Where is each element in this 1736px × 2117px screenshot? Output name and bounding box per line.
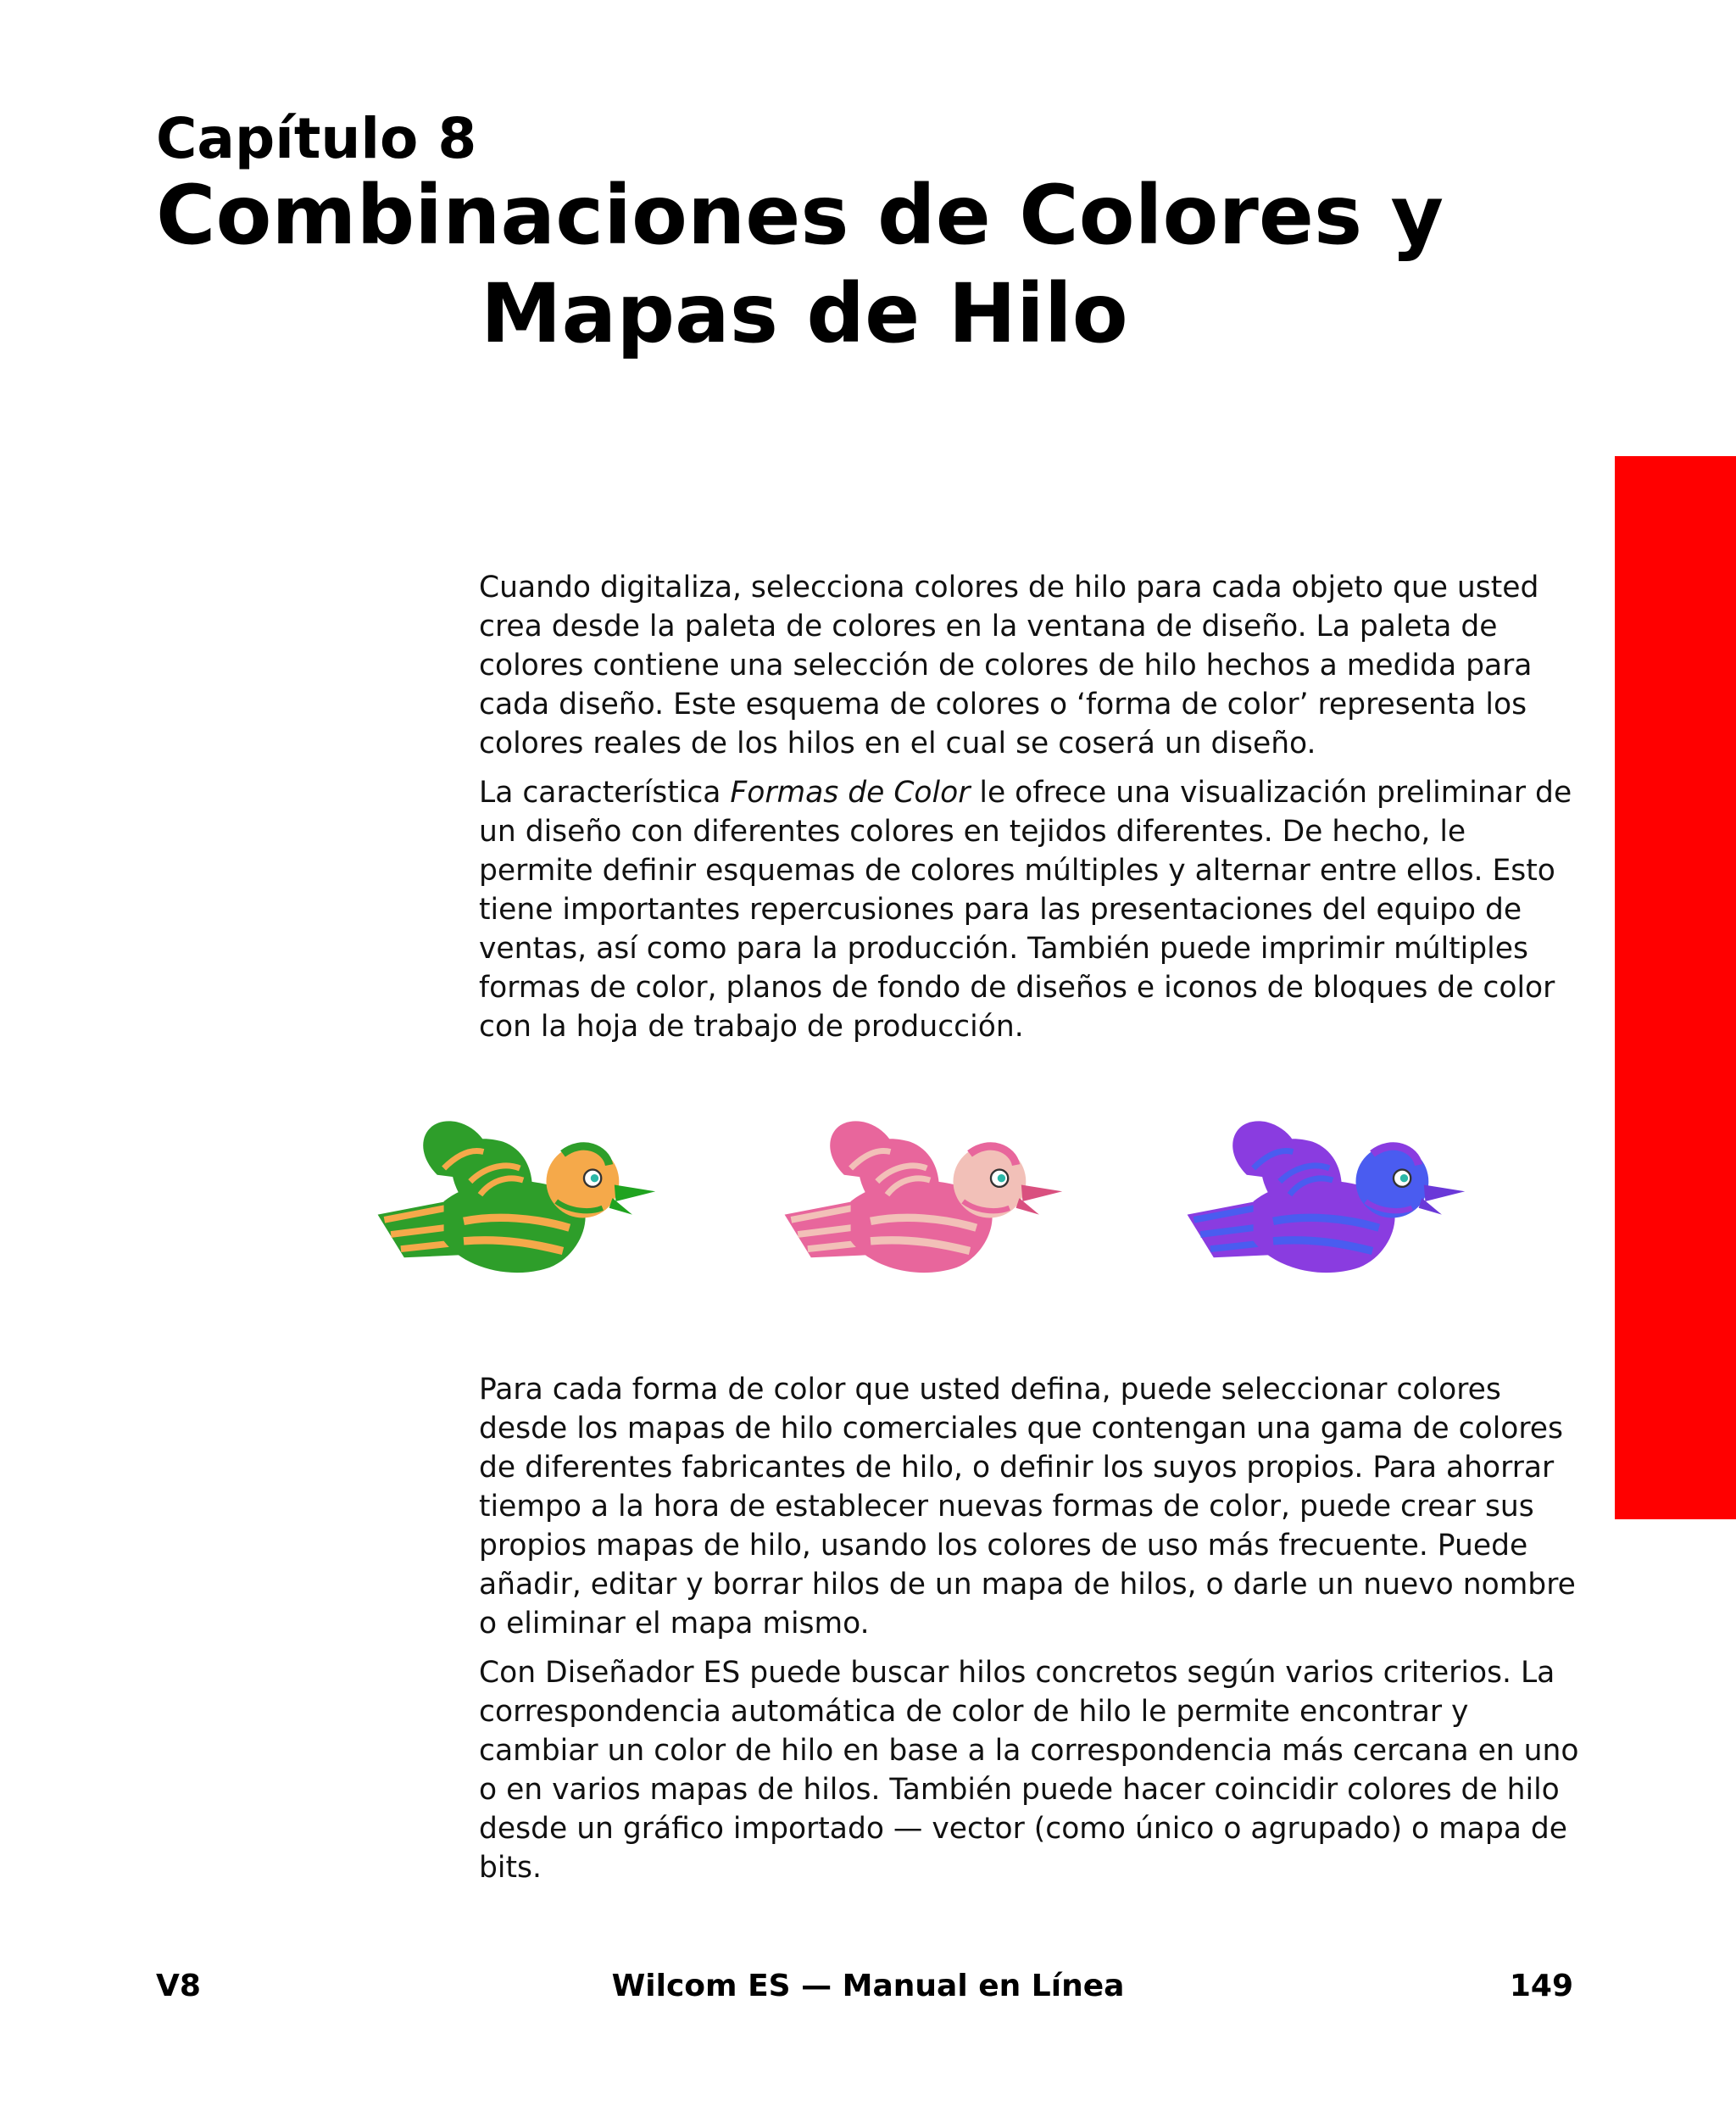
bird-purple-blue-colorway xyxy=(1188,1121,1466,1273)
chapter-label: Capítulo 8 xyxy=(156,106,477,171)
bird-green-orange-colorway xyxy=(378,1121,656,1273)
thread-chart-text xyxy=(479,1370,1581,1897)
paragraph-2-start: La característica xyxy=(479,776,731,810)
colorway-birds-illustration xyxy=(364,1085,1594,1365)
paragraph-4: Con Diseñador ES puede buscar hilos concretos según varios criterios. La correspondencia automática de color de hilo le permite encontrar y cambiar un color de hilo en base a la correspondencia más cercana en uno o en varios mapas de hilos. También puede hacer coincidir colores de hilo desde un gráfico importado — vector (como único o agrupado) o mapa de bits. xyxy=(479,1656,1579,1885)
paragraph-1: Cuando digitaliza, selecciona colores de hilo para cada objeto que usted crea desde la paleta de colores en la ventana de diseño. La paleta de colores contiene una selección de colores de hilo hechos a medida para cada diseño. Este esquema de colores o ‘forma de color’ representa los colores reales de los hilos en el cual se coserá un diseño. xyxy=(479,571,1539,760)
paragraph-3: Para cada forma de color que usted defina, puede seleccionar colores desde los mapas de hilo comerciales que contengan una gama de colores de diferentes fabricantes de hilo, o definir los suyos propios. Para ahorrar tiempo a la hora de establecer nuevas formas de color, puede crear sus propios mapas de hilo, usando los colores de uso más frecuente. Puede añadir, editar y borrar hilos de un mapa de hilos, o darle un nuevo nombre o eliminar el mapa mismo. xyxy=(479,1373,1576,1641)
chapter-tab-marker xyxy=(1615,456,1736,1519)
footer-page-number: 149 xyxy=(1509,1969,1573,2003)
footer-manual-title: Wilcom ES — Manual en Línea xyxy=(611,1969,1125,2003)
chapter-title-line2: Mapas de Hilo xyxy=(481,266,1128,361)
paragraph-2-end: le ofrece una visualización preliminar de un diseño con diferentes colores en tejidos diferentes. De hecho, le permite definir esquemas de colores múltiples y alternar entre ellos. Esto tiene importantes repercusiones para las presentaciones del equipo de ventas, así como para la producción. También puede imprimir múltiples formas de color, planos de fondo de diseños e iconos de bloques de color con la hoja de trabajo de producción. xyxy=(479,776,1572,1044)
chapter-title-line1: Combinaciones de Colores y xyxy=(156,168,1444,263)
feature-name: Formas de Color xyxy=(730,776,971,810)
footer-version: V8 xyxy=(156,1969,201,2003)
chapter-title xyxy=(156,166,1512,363)
paragraph-2 xyxy=(479,773,1581,1046)
bird-pink-colorway xyxy=(785,1121,1063,1273)
intro-text xyxy=(479,568,1581,1056)
